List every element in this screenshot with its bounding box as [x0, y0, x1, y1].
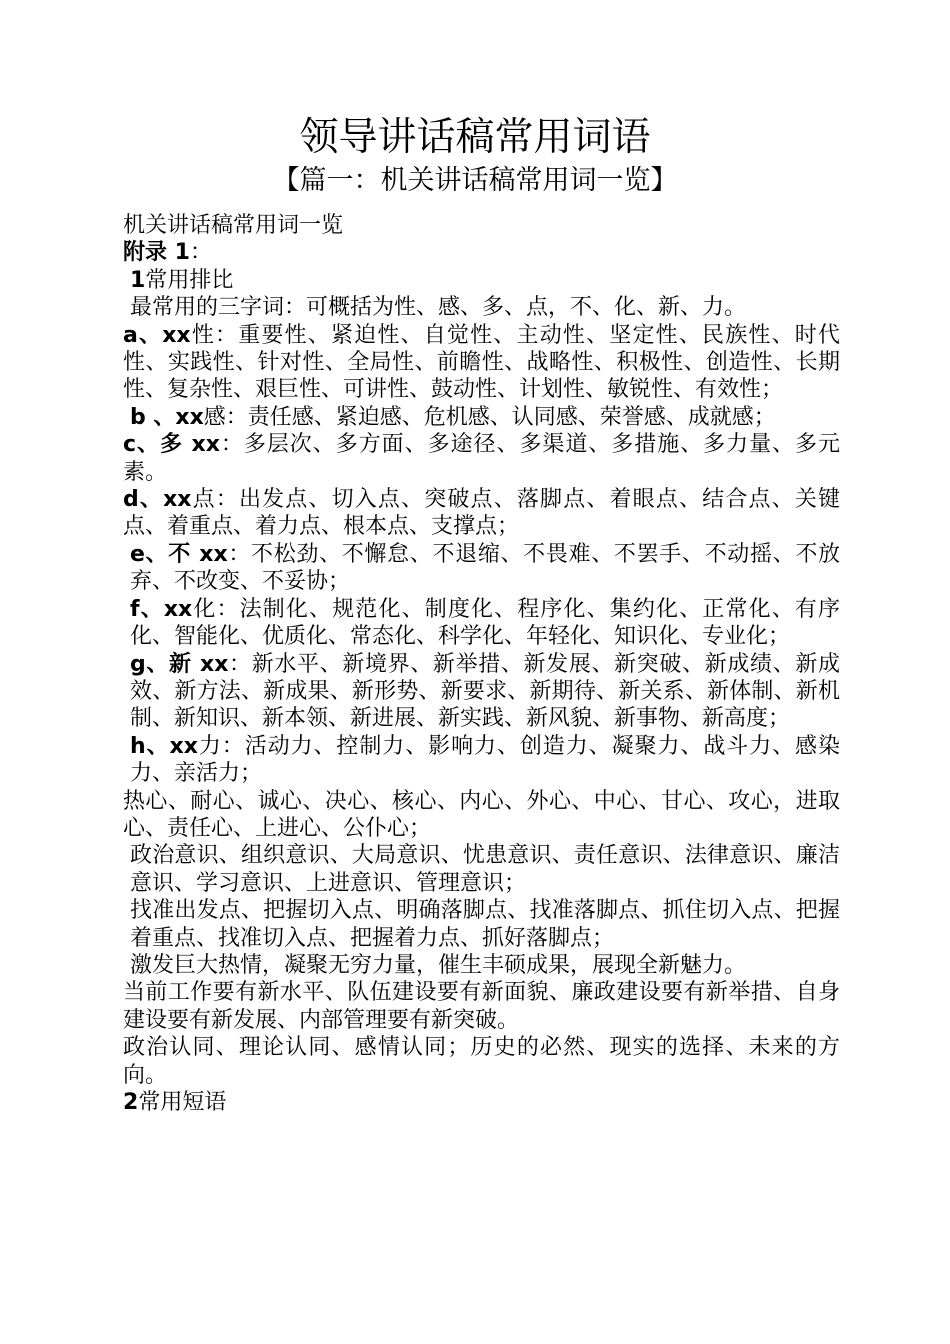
paragraph-text: 点：出发点、切入点、突破点、落脚点、着眼点、结合点、关键点、着重点、着力点、根本点、支撑点； — [123, 487, 840, 540]
paragraph-text: ：多层次、多方面、多途径、多渠道、多措施、多力量、多元素。 — [123, 432, 840, 485]
paragraph-text: 机关讲话稿常用词一览 — [123, 213, 344, 238]
paragraph-current-work — [116, 979, 840, 1034]
paragraph-text: 政治意识、组织意识、大局意识、忧患意识、责任意识、法律意识、廉洁意识、学习意识、上进意识、管理意识； — [130, 843, 840, 896]
paragraph-text: 力：活动力、控制力、影响力、创造力、凝聚力、战斗力、感染力、亲活力； — [130, 733, 840, 787]
paragraph-lead: a、xx — [123, 322, 191, 348]
paragraph-text: 政治认同、理论认同、感情认同；历史的必然、现实的选择、未来的方向。 — [123, 1035, 840, 1088]
paragraph-lead: c、多 xx — [123, 432, 220, 458]
paragraph-lead: f、xx — [130, 596, 193, 622]
paragraph-text: ：新水平、新境界、新举措、新发展、新突破、新成绩、新成效、新方法、新成果、新形势、新要求、新期待、新关系、新体制、新机制、新知识、新本领、新进展、新实践、新风貌、新事物、新高度； — [130, 651, 840, 732]
document-subtitle: 【篇一：机关讲话稿常用词一览】 — [272, 165, 678, 196]
section-heading-1 — [116, 267, 840, 294]
paragraph-text: 化：法制化、规范化、制度化、程序化、集约化、正常化、有序化、智能化、优质化、常态化、科学化、年轻化、知识化、专业化； — [130, 596, 840, 650]
paragraph-text: ：不松劲、不懈怠、不退缩、不畏难、不罢手、不动摇、不放弃、不改变、不妥协； — [130, 541, 840, 595]
paragraph-text: 当前工作要有新水平、队伍建设要有新面貌、廉政建设要有新举措、自身建设要有新发展、内部管理要有新突破。 — [123, 980, 840, 1033]
paragraph-lead: d、xx — [123, 487, 192, 513]
paragraph-enthusiasm — [116, 952, 840, 979]
document-body — [116, 212, 840, 1116]
paragraph-text: 找准出发点、把握切入点、明确落脚点、找准落脚点、抓住切入点、把握着重点、找准切入点、把握着力点、抓好落脚点； — [130, 898, 840, 951]
paragraph-lead: g、新 xx — [130, 651, 229, 677]
paragraph-lead: h、xx — [130, 733, 198, 759]
paragraph-heading — [116, 212, 840, 239]
paragraph-focus-points — [116, 897, 840, 952]
list-item-f — [116, 596, 840, 651]
paragraph-appendix — [116, 239, 840, 266]
paragraph-text: 热心、耐心、诚心、决心、核心、内心、外心、中心、甘心、攻心，进取心、责任心、上进心、公仆心； — [123, 788, 840, 841]
list-item-d — [116, 486, 840, 541]
list-item-g — [116, 651, 840, 733]
paragraph-text: 常用短语 — [138, 1090, 227, 1115]
section-heading-2 — [116, 1089, 840, 1116]
paragraph-text: 常用排比 — [145, 267, 234, 293]
paragraph-intro — [116, 294, 840, 321]
paragraph-text: ： — [189, 240, 212, 266]
paragraph-lead: 1 — [130, 267, 146, 293]
paragraph-awareness — [116, 842, 840, 897]
paragraph-text: 感：责任感、紧迫感、危机感、认同感、荣誉感、成就感； — [203, 404, 776, 430]
list-item-h — [116, 733, 840, 788]
paragraph-lead: 附录 1 — [123, 240, 190, 266]
paragraph-lead: 2 — [123, 1090, 139, 1115]
paragraph-text: 性：重要性、紧迫性、自觉性、主动性、坚定性、民族性、时代性、实践性、针对性、全局性、前瞻性、战略性、积极性、创造性、长期性、复杂性、艰巨性、可讲性、鼓动性、计划性、敏锐性、有效性； — [123, 322, 840, 403]
list-item-e — [116, 541, 840, 596]
paragraph-lead: e、不 xx — [130, 541, 228, 567]
paragraph-text: 激发巨大热情，凝聚无穷力量，催生丰硕成果，展现全新魅力。 — [130, 952, 747, 978]
list-item-c — [116, 431, 840, 486]
list-item-b — [116, 404, 840, 431]
paragraph-text: 最常用的三字词：可概括为性、感、多、点，不、化、新、力。 — [130, 295, 747, 321]
paragraph-lead: b 、xx — [130, 404, 204, 430]
paragraph-hearts — [116, 788, 840, 843]
paragraph-identity — [116, 1034, 840, 1089]
document-title: 领导讲话稿常用词语 — [299, 115, 651, 160]
list-item-a — [116, 322, 840, 404]
